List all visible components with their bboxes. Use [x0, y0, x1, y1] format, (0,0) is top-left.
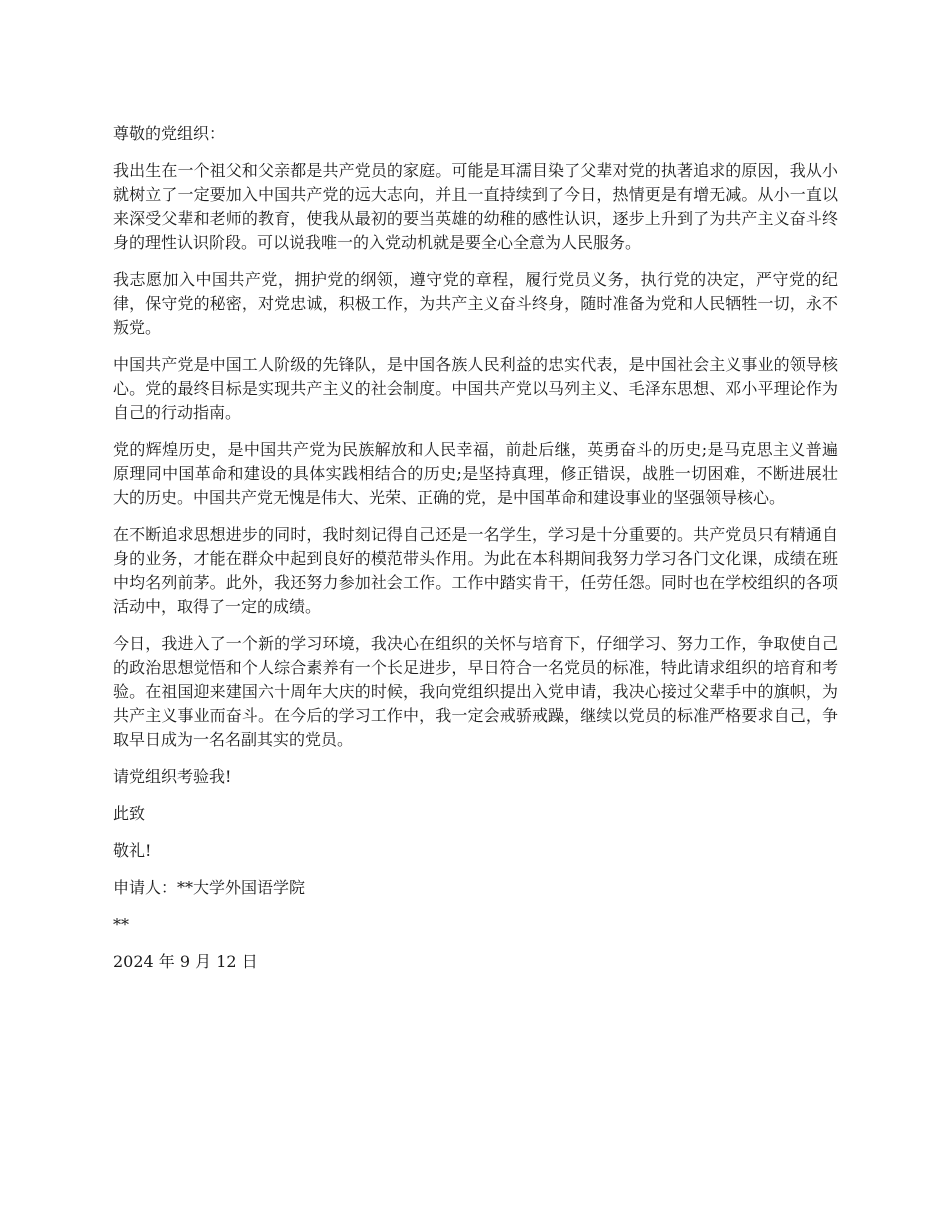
applicant-line: 申请人：**大学外国语学院	[113, 878, 306, 897]
closing-salutation: 此致	[113, 804, 146, 823]
closing-regards: 敬礼!	[113, 841, 152, 860]
paragraph-family-background: 我出生在一个祖父和父亲都是共产党员的家庭。可能是耳濡目染了父辈对党的执著追求的原因，我从小就树立了一定要加入中国共产党的远大志向，并且一直持续到了今日，热情更是有增无减。从小一直以来深受父辈和老师的教育，使我从最初的要当英雄的幼稚的感性认识，逐步上升到了为共产主义奋斗终身的理性认识阶段。可以说我唯一的入党动机就是要全心全意为人民服务。	[113, 161, 838, 252]
letter-page	[113, 122, 838, 987]
closing-request: 请党组织考验我!	[113, 767, 232, 786]
applicant-name: **	[113, 915, 129, 934]
letter-date: 2024 年 9 月 12 日	[113, 952, 258, 971]
paragraph-party-history: 党的辉煌历史，是中国共产党为民族解放和人民幸福，前赴后继，英勇奋斗的历史;是马克思主义普遍原理同中国革命和建设的具体实践相结合的历史;是坚持真理，修正错误，战胜一切困难，不断进展壮大的历史。中国共产党无愧是伟大、光荣、正确的党，是中国革命和建设事业的坚强领导核心。	[113, 440, 838, 507]
paragraph-party-nature: 中国共产党是中国工人阶级的先锋队，是中国各族人民利益的忠实代表，是中国社会主义事业的领导核心。党的最终目标是实现共产主义的社会制度。中国共产党以马列主义、毛泽东思想、邓小平理论作为自己的行动指南。	[113, 355, 838, 422]
salutation: 尊敬的党组织：	[113, 124, 226, 143]
paragraph-oath: 我志愿加入中国共产党，拥护党的纲领，遵守党的章程，履行党员义务，执行党的决定，严守党的纪律，保守党的秘密，对党忠诚，积极工作，为共产主义奋斗终身，随时准备为党和人民牺牲一切，永不叛党。	[113, 270, 838, 337]
paragraph-commitment: 今日，我进入了一个新的学习环境，我决心在组织的关怀与培育下，仔细学习、努力工作，争取使自己的政治思想觉悟和个人综合素养有一个长足进步，早日符合一名党员的标准，特此请求组织的培育和考验。在祖国迎来建国六十周年大庆的时候，我向党组织提出入党申请，我决心接过父辈手中的旗帜，为共产主义事业而奋斗。在今后的学习工作中，我一定会戒骄戒躁，继续以党员的标准严格要求自己，争取早日成为一名名副其实的党员。	[113, 634, 838, 749]
paragraph-study: 在不断追求思想进步的同时，我时刻记得自己还是一名学生，学习是十分重要的。共产党员只有精通自身的业务，才能在群众中起到良好的模范带头作用。为此在本科期间我努力学习各门文化课，成绩在班中均名列前茅。此外，我还努力参加社会工作。工作中踏实肯干，任劳任怨。同时也在学校组织的各项活动中，取得了一定的成绩。	[113, 525, 838, 616]
